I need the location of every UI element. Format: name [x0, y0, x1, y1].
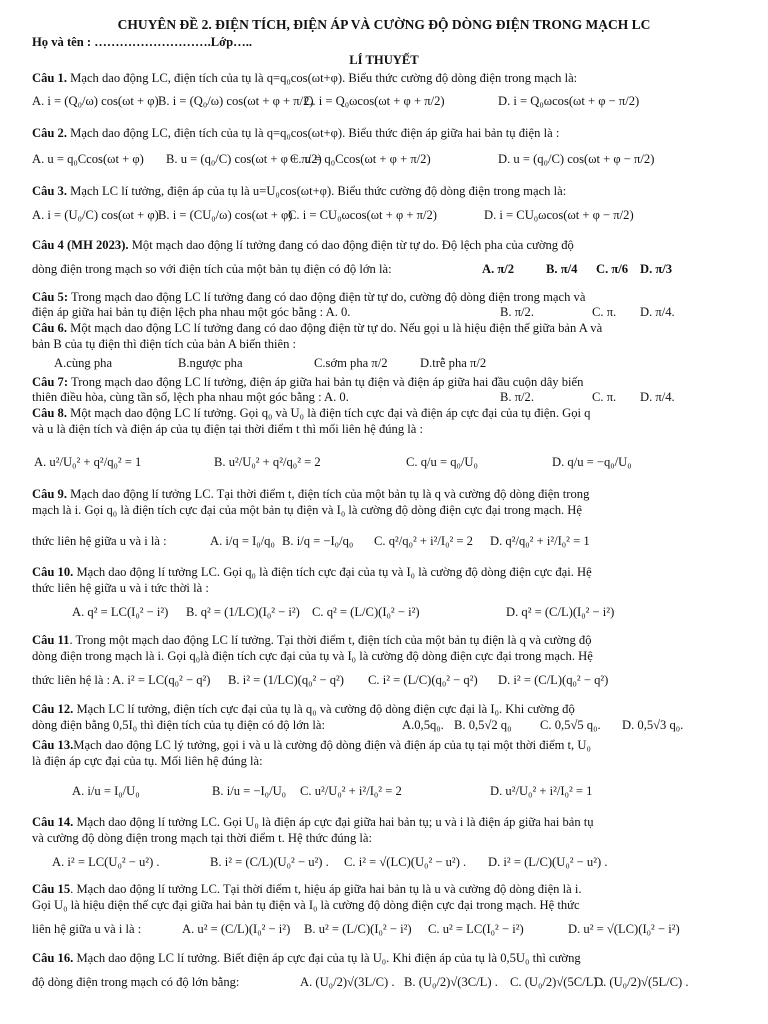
question-11: [32, 633, 738, 647]
question-10: [32, 565, 738, 579]
option-b: B. i = (CU₀/ω) cos(ωt + φ): [158, 208, 293, 222]
option-a: A.0,5q₀.: [402, 718, 444, 732]
option-d: D. u = (q₀/C) cos(ωt + φ − π/2): [498, 152, 655, 166]
question-label: Câu 2.: [32, 126, 67, 140]
question-14: [32, 815, 738, 829]
option-a: A. i = (U₀/C) cos(ωt + φ): [32, 208, 159, 222]
option-c: C. i² = √(LC)(U₀² − u²) .: [344, 855, 467, 869]
option-d: D. i = Q₀ωcos(ωt + φ − π/2): [498, 94, 640, 108]
option-c: C. u = q₀Ccos(ωt + φ + π/2): [290, 152, 431, 166]
question-13-line2: là điện áp cực đại của tụ. Mối liên hệ đúng là:: [32, 754, 263, 768]
option-d: D. u²/U₀² + i²/I₀² = 1: [490, 784, 593, 798]
question-stem: Mạch dao động lí tưởng LC. Tại thời điểm t, điện tích của một bản tụ là q và cường độ dòng điện trong: [70, 487, 590, 501]
question-7-line2: thiên điều hòa, cùng tần số, lệch pha nhau một góc bằng : A. 0.: [32, 390, 349, 404]
question-stem: Trong mạch dao động LC lí tưởng, điện áp giữa hai bản tụ điện và điện áp giữa hai đầu cuộn dây biến: [70, 375, 584, 389]
option-b: B. i² = (1/LC)(q₀² − q²): [228, 673, 344, 687]
option-a: A. i² = LC(q₀² − q²): [112, 673, 211, 687]
question-label: Câu 15: [32, 882, 71, 896]
option-b: B.ngược pha: [178, 356, 243, 370]
option-b: B. 0,5√2 q₀: [454, 718, 512, 732]
question-label: Câu 9.: [32, 487, 67, 501]
option-b: B. i = (Q₀/ω) cos(ωt + φ + π/2): [158, 94, 314, 108]
option-c: C. i = Q₀ωcos(ωt + φ + π/2): [304, 94, 445, 108]
question-16: [32, 951, 738, 965]
question-stem: Trong mạch dao động LC lí tưởng đang có dao động điện từ tự do, cường độ dòng điện trong mạch và: [70, 290, 586, 304]
question-11-line3: thức liên hệ là :: [32, 673, 111, 687]
option-b: B. q² = (1/LC)(I₀² − i²): [186, 605, 300, 619]
question-16-line2: độ dòng điện trong mạch có độ lớn bằng:: [32, 975, 240, 989]
option-a: A. u = q₀Ccos(ωt + φ): [32, 152, 144, 166]
question-stem: . Trong một mạch dao động LC lí tưởng. Tại thời điểm t, điện tích của một bản tụ điện là q và cường độ: [69, 633, 592, 647]
option-a: A. i = (Q₀/ω) cos(ωt + φ): [32, 94, 159, 108]
option-d: D. (U₀/2)√(5L/C) .: [594, 975, 689, 989]
question-label: Câu 11: [32, 633, 70, 647]
question-label: Câu 14.: [32, 815, 74, 829]
section-heading: LÍ THUYẾT: [349, 53, 419, 67]
question-1: [32, 71, 738, 85]
question-11-line2: dòng điện trong mạch là i. Gọi q₀là điện tích cực đại của tụ và I₀ là cường độ dòng điện cực đại trong mạch. Hệ: [32, 649, 593, 663]
option-b: B. u²/U₀² + q²/q₀² = 2: [214, 455, 321, 469]
option-a: A. (U₀/2)√(3L/C) .: [300, 975, 395, 989]
option-a: A. i/q = I₀/q₀: [210, 534, 275, 548]
option-d: D. i² = (L/C)(U₀² − u²) .: [488, 855, 608, 869]
question-9-line3: thức liên hệ giữa u và i là :: [32, 534, 167, 548]
question-8: [32, 406, 738, 420]
question-9: [32, 487, 738, 501]
option-c: C. i² = (L/C)(q₀² − q²): [368, 673, 478, 687]
option-a: A. u² = (C/L)(I₀² − i²): [182, 922, 291, 936]
option-a: A. i/u = I₀/U₀: [72, 784, 140, 798]
question-label: Câu 5:: [32, 290, 69, 304]
option-b: B. u = (q₀/C) cos(ωt + φ + π/2): [166, 152, 322, 166]
option-b: B. i/u = −I₀/U₀: [212, 784, 287, 798]
option-b: B. π/2.: [500, 305, 534, 319]
option-d: D.trễ pha π/2: [420, 356, 487, 370]
question-stem-cont: dòng điện trong mạch so với điện tích của một bản tụ điện có độ lớn là:: [32, 262, 392, 276]
option-c: C. π/6: [596, 262, 629, 276]
question-label: Câu 10.: [32, 565, 74, 579]
option-c: C. q²/q₀² + i²/I₀² = 2: [374, 534, 473, 548]
option-a: A. π/2: [482, 262, 515, 276]
question-label: Câu 3.: [32, 184, 67, 198]
option-c: C. q/u = q₀/U₀: [406, 455, 478, 469]
question-14-line2: và cường độ dòng điện trong mạch tại thời điểm t. Hệ thức đúng là:: [32, 831, 372, 845]
question-stem: Một mạch dao động LC lí tưởng đang có dao động điện từ tự do. Nếu gọi u là hiệu điện thế giữa bản A và: [70, 321, 603, 335]
question-label: Câu 4 (MH 2023).: [32, 238, 129, 252]
option-c: C. u²/U₀² + i²/I₀² = 2: [300, 784, 402, 798]
question-15-line2: Gọi U₀ là hiệu điện thế cực đại giữa hai bản tụ điện và I₀ là cường độ dòng điện cực đại trong mạch. Hệ thức: [32, 898, 580, 912]
question-13: [32, 738, 738, 752]
option-c: C. π.: [592, 390, 617, 404]
option-c: C. π.: [592, 305, 617, 319]
option-d: D. π/3: [640, 262, 673, 276]
option-d: D. π/4.: [640, 305, 675, 319]
question-label: Câu 7:: [32, 375, 69, 389]
document-title: CHUYÊN ĐỀ 2. ĐIỆN TÍCH, ĐIỆN ÁP VÀ CƯỜNG ĐỘ DÒNG ĐIỆN TRONG MẠCH LC: [117, 17, 651, 32]
option-c: C. 0,5√5 q₀.: [540, 718, 601, 732]
option-d: D. q²/q₀² + i²/I₀² = 1: [490, 534, 590, 548]
option-c: C. u² = LC(I₀² − i²): [428, 922, 524, 936]
option-c: C. q² = (L/C)(I₀² − i²): [312, 605, 420, 619]
option-d: D. i = CU₀ωcos(ωt + φ − π/2): [484, 208, 634, 222]
question-stem: Mạch LC lí tưởng, điện áp của tụ là u=U₀cos(ωt+φ). Biểu thức cường độ dòng điện trong mạch là:: [70, 184, 567, 198]
option-c: C. i = CU₀ωcos(ωt + φ + π/2): [288, 208, 437, 222]
option-b: B. (U₀/2)√(3C/L) .: [404, 975, 498, 989]
option-d: D. 0,5√3 q₀.: [622, 718, 684, 732]
option-c: C. (U₀/2)√(5C/L) .: [510, 975, 604, 989]
option-d: D. u² = √(LC)(I₀² − i²): [568, 922, 680, 936]
question-3: [32, 184, 738, 198]
question-5-line2: điện áp giữa hai bản tụ điện lệch pha nhau một góc bằng : A. 0.: [32, 305, 351, 319]
question-15-line3: liên hệ giữa u và i là :: [32, 922, 142, 936]
option-c: C.sớm pha π/2: [314, 356, 388, 370]
option-a: A.cùng pha: [54, 356, 113, 370]
question-12: [32, 702, 738, 716]
question-stem: Mạch dao động lí tưởng LC. Gọi U₀ là điện áp cực đại giữa hai bản tụ; u và i là điện áp giữa hai bản tụ: [76, 815, 594, 829]
name-class-line: Họ và tên : ……………………….Lớp…..: [32, 35, 253, 49]
option-d: D. π/4.: [640, 390, 675, 404]
option-a: A. q² = LC(I₀² − i²): [72, 605, 169, 619]
question-stem: Mạch dao động LC lí tưởng. Biết điện áp cực đại của tụ là U₀. Khi điện áp của tụ là 0,5U₀ thì cường: [76, 951, 581, 965]
option-b: B. i/q = −I₀/q₀: [282, 534, 354, 548]
question-stem: . Mạch dao động lí tưởng LC. Tại thời điểm t, hiệu áp giữa hai bản tụ là u và cường độ dòng điện là i.: [70, 882, 582, 896]
option-d: D. i² = (C/L)(q₀² − q²): [498, 673, 609, 687]
question-12-line2: dòng điện bằng 0,5I₀ thì điện tích của tụ điện có độ lớn là:: [32, 718, 325, 732]
option-b: B. π/2.: [500, 390, 534, 404]
option-d: D. q² = (C/L)(I₀² − i²): [506, 605, 615, 619]
question-stem: Mạch LC lí tưởng, điện tích cực đại của tụ là q₀ và cường độ dòng điện cực đại là I₀. Khi cường độ: [76, 702, 575, 716]
question-label: Câu 13.: [32, 738, 74, 752]
question-15: [32, 882, 738, 896]
option-a: A. i² = LC(U₀² − u²) .: [52, 855, 160, 869]
question-2: [32, 126, 738, 140]
option-a: A. u²/U₀² + q²/q₀² = 1: [34, 455, 142, 469]
question-7: [32, 375, 738, 389]
option-b: B. π/4: [546, 262, 578, 276]
question-4-line2: [32, 262, 738, 276]
option-b: B. i² = (C/L)(U₀² − u²) .: [210, 855, 329, 869]
question-label: Câu 16.: [32, 951, 74, 965]
question-stem: Một mạch dao động lí tưởng đang có dao động điện từ tự do. Độ lệch pha của cường độ: [131, 238, 574, 252]
option-b: B. u² = (L/C)(I₀² − i²): [304, 922, 412, 936]
question-label: Câu 1.: [32, 71, 67, 85]
question-stem: Mạch dao động lí tưởng LC. Gọi q₀ là điện tích cực đại của tụ và I₀ là cường độ dòng điện cực đại. Hệ: [76, 565, 592, 579]
question-8-line2: và u là điện tích và điện áp của tụ điện tại thời điểm t thì mối liên hệ đúng là :: [32, 422, 424, 436]
question-stem: Mạch dao động LC, điện tích của tụ là q=q₀cos(ωt+φ). Biểu thức cường độ dòng điện trong mạch là:: [70, 71, 578, 85]
question-stem: Mạch dao động LC, điện tích của tụ là q=q₀cos(ωt+φ). Biểu thức điện áp giữa hai bản tụ điện là :: [70, 126, 560, 140]
question-9-line2: mạch là i. Gọi q₀ là điện tích cực đại của một bản tụ điện và I₀ là cường độ dòng điện cực đại trong mạch. Hệ: [32, 503, 582, 517]
question-stem: Mạch dao động LC lý tưởng, gọi i và u là cường độ dòng điện và điện áp của tụ tại một thời điểm t, U₀: [73, 738, 591, 752]
question-label: Câu 6.: [32, 321, 67, 335]
question-4: [32, 238, 738, 252]
option-d: D. q/u = −q₀/U₀: [552, 455, 632, 469]
question-10-line2: thức liên hệ giữa u và i tức thời là :: [32, 581, 209, 595]
question-stem: Một mạch dao động LC lí tưởng. Gọi q₀ và U₀ là điện tích cực đại và điện áp cực đại của tụ điện. Gọi q: [70, 406, 591, 420]
question-5: [32, 290, 738, 304]
question-label: Câu 12.: [32, 702, 74, 716]
question-6-line2: bản B của tụ điện thì điện tích của bản A biến thiên :: [32, 337, 297, 351]
question-label: Câu 8.: [32, 406, 67, 420]
question-6: [32, 321, 738, 335]
